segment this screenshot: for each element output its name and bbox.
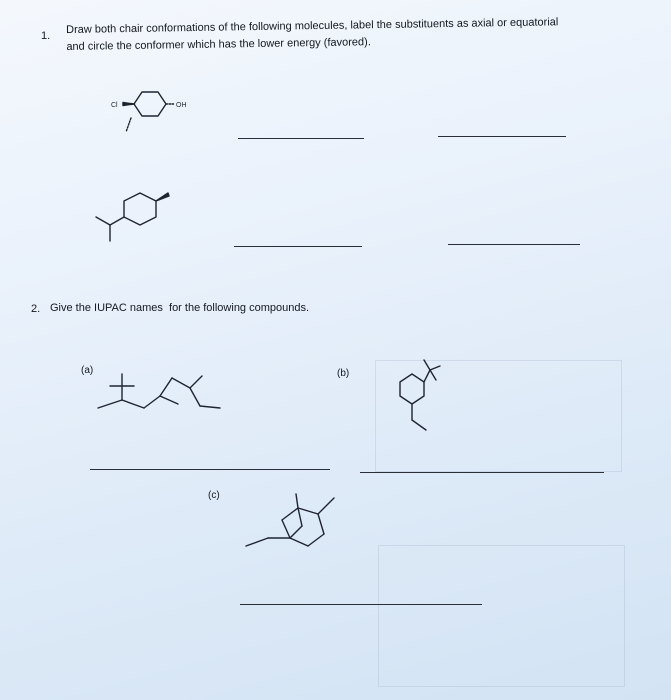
bond [190,388,200,406]
answer-line-1a [238,138,364,139]
bond [190,376,202,388]
bond [282,508,298,520]
isopropyl-bond [96,217,110,225]
molecule-2-structure [88,185,178,255]
compound-c-structure [240,490,350,555]
background-reflection [378,545,625,687]
bond [290,526,302,538]
atom-cl: Cl [111,102,118,109]
bond [144,396,160,408]
bond [430,370,436,380]
bond [172,378,190,388]
cyclohexane-ring [134,92,166,116]
molecule-1-structure [95,80,205,140]
compound-b-structure [392,356,452,436]
answer-line-a [90,469,330,470]
wedge-bond [123,103,134,106]
bond [430,366,440,370]
answer-line-b [360,472,604,473]
part-a-label: (a) [81,365,94,376]
question-1-number: 1. [41,30,51,42]
bond [290,538,308,546]
cyclohexane-ring [124,193,156,225]
compound-a-structure [92,368,242,416]
bond [122,400,144,408]
bond [412,420,426,430]
question-2-number: 2. [31,303,41,315]
bond [282,520,290,538]
answer-line-c [240,604,482,605]
bond [298,508,318,514]
bond [160,396,178,404]
part-b-label: (b) [337,368,350,379]
bond [98,400,122,408]
question-2-text: Give the IUPAC names for the following compounds. [50,302,310,314]
atom-oh: OH [176,102,187,109]
answer-line-2a [234,246,362,247]
bond [296,494,298,508]
bond [424,370,430,382]
question-1-text [66,13,646,56]
bond [200,406,220,408]
question-1-line-1: Draw both chair conformations of the following molecules, label the substituents as axial or equatorial [66,16,559,36]
bond [160,378,172,396]
answer-line-2b [448,244,580,245]
bond [298,508,302,526]
wedge-bond [156,193,169,201]
cyclohexane-ring [400,374,424,404]
part-c-label: (c) [208,490,220,501]
bond [318,498,334,514]
bond [246,538,268,546]
answer-line-1b [438,136,566,137]
bond [318,514,324,534]
bond [424,360,430,370]
bond [308,534,324,546]
isopropyl-bond [110,217,124,225]
methyl-hash-bond [126,118,131,132]
question-1-line-2: and circle the conformer which has the lower energy (favored). [66,36,371,53]
